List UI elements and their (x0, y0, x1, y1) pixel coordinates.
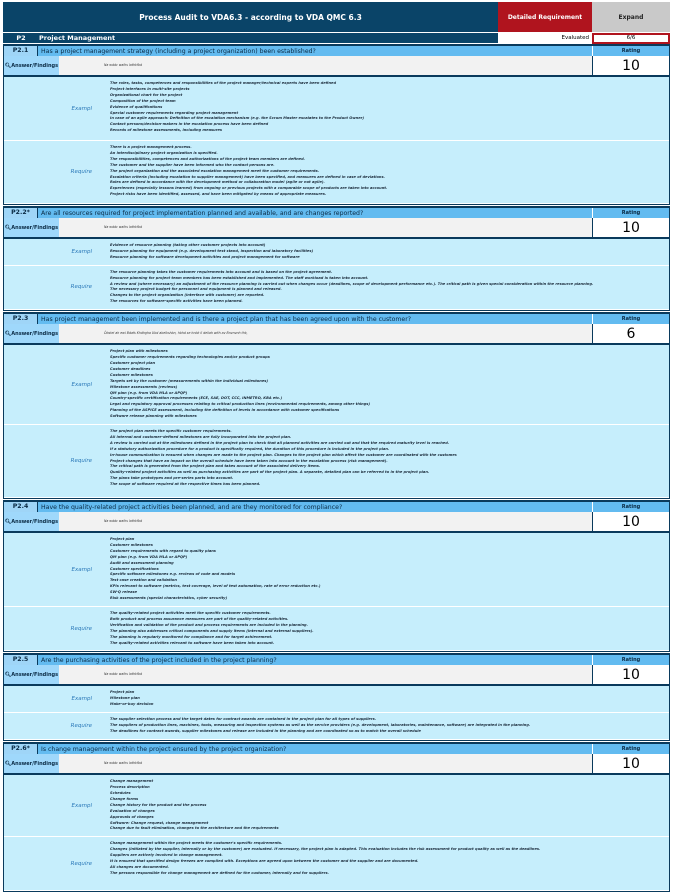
answer-findings-label: Answer/Findings (11, 330, 59, 337)
example-item: Country-specific certification requirements (ECE, SAE, DOT, CCC, INMETRO, KBA etc.) (110, 396, 283, 401)
example-item: Resource planning for equipment (e.g. development test stand, inspection and laboratory facilities) (110, 248, 314, 253)
requirement-item: In-house communication is ensured when changes are made to the project plan. Changes to the project plan which affect the customer are coordinated with the customer. (110, 452, 458, 457)
examples-label: Exampl (71, 696, 92, 703)
example-item: Evidence of resource planning (taking other customer projects into account) (110, 243, 266, 247)
requirement-item: Verification and validation of the product and process requirements are included in the planning. (110, 622, 308, 627)
examples-block (4, 239, 669, 266)
answer-findings-input[interactable]: Ŏbstel ah ewi Bdafs Khdhgha Ubd abelkshbn, hbhd se hnbk il deilah with av Bnvnvnh thk, (59, 324, 592, 343)
requirement-item: The critical path is generated from the project plan and takes account of the associated delivery items. (110, 464, 321, 469)
question-section (3, 500, 670, 652)
requirement-item: An interdisciplinary project organization is specified. (110, 150, 218, 155)
requirement-item: The persons responsible for change management are defined for the customer, internally and for suppliers. (110, 870, 329, 875)
example-item: Project plan (110, 690, 135, 695)
requirement-item: Suppliers are actively involved in change management. (110, 853, 223, 858)
example-item: Change management (110, 779, 154, 784)
search-icon: 🔍︎ (4, 224, 12, 231)
requirement-item: Both product and process assurance measures are part of the quality-related activities. (110, 616, 289, 621)
question-text: Has a project management strategy (including a project organization) been established? (41, 47, 316, 55)
answer-findings-button[interactable] (4, 512, 59, 531)
requirement-item: The plans take prototypes and pre-series parts into account. (110, 476, 234, 481)
examples-list (92, 533, 669, 606)
requirements-list (92, 266, 669, 309)
rating-label: Rating (592, 314, 669, 324)
answer-findings-button[interactable] (4, 218, 59, 237)
requirements-label: Require (70, 723, 92, 730)
example-item: Customer specifications (110, 566, 159, 571)
requirement-item: Experiences (especially lessons learned) from ongoing or previous projects with a comparable scope of products are taken into account. (110, 186, 388, 191)
examples-block (4, 533, 669, 607)
requirement-item: The quality-related project activities meet the specific customer requirements. (110, 611, 271, 615)
requirements-block (4, 266, 669, 310)
example-item: Change history for the product and the process (110, 802, 207, 807)
example-item: Approvals of changes (110, 814, 154, 819)
page-title: Process Audit to VDA6.3 - according to VDA QMC 6.3 (3, 2, 498, 32)
answer-findings-input[interactable]: Na wddc walhs lathkfbd (59, 665, 592, 684)
answer-findings-label: Answer/Findings (11, 224, 59, 231)
requirement-item: The project organization and the associated escalation management meet the customer requirements. (110, 168, 320, 173)
requirements-block (4, 425, 669, 498)
answer-findings-input[interactable]: Na wddc walhs lathkfbd (59, 754, 592, 773)
example-item: Customer milestones (110, 372, 153, 377)
rating-label: Rating (592, 502, 669, 512)
requirements-list (92, 425, 669, 497)
question-section (3, 44, 670, 205)
example-item: Milestone plan (110, 696, 140, 701)
example-item: Evidence of qualifications (110, 104, 163, 109)
example-item: QM plan (e.g. from VDA MLA or APQP) (110, 390, 188, 395)
answer-findings-input[interactable]: Na wddc walhs lathkfbd (59, 56, 592, 75)
examples-block (4, 686, 669, 713)
answer-row (4, 56, 669, 77)
search-icon: 🔍︎ (4, 62, 12, 69)
requirement-item: The necessary project budget for personnel and equipment is planned and released. (110, 287, 282, 292)
example-item: In case of an agile approach: Definition of the escalation mechanism (e.g. the Scrum Master escalates to the Product Owner) (110, 116, 365, 121)
example-item: Project plan (110, 537, 135, 542)
requirement-item: The scope of software required at the respective times has been planned. (110, 482, 261, 487)
question-id: P2.6* (4, 744, 38, 754)
answer-row (4, 665, 669, 686)
example-item: Change due to fault elimination, changes to the architecture and the requirements (110, 826, 279, 831)
question-section (3, 742, 670, 892)
example-item: SW-Q release (110, 590, 138, 595)
question-id: P2.3 (4, 314, 38, 324)
answer-findings-label: Answer/Findings (11, 671, 59, 678)
rating-label: Rating (592, 655, 669, 665)
example-item: Composition of the project team (110, 98, 176, 103)
answer-row (4, 218, 669, 239)
requirement-item: A review and (where necessary) an adjustment of the resource planning is carried out when changes occur (deadlines, scope of development performance etc.). The critical path is given special consideration within the resource planning. (110, 281, 594, 286)
rating-value[interactable]: 10 (592, 218, 669, 237)
example-item: Customer deadlines (110, 366, 151, 371)
requirements-list (92, 837, 669, 890)
header-bar (3, 2, 670, 32)
question-text: Is change management within the project ensured by the project organization? (41, 745, 287, 753)
chapter-bar (3, 33, 498, 43)
rating-value[interactable]: 10 (592, 56, 669, 75)
answer-findings-label: Answer/Findings (11, 760, 59, 767)
requirement-item: There is a project management process. (110, 145, 192, 149)
requirement-item: The quality-related activities relevant to software have been taken into account. (110, 640, 275, 645)
examples-list (92, 345, 669, 424)
question-id: P2.5 (4, 655, 38, 665)
answer-findings-button[interactable] (4, 665, 59, 684)
rating-label: Rating (592, 46, 669, 56)
example-item: Specific software milestones e.g. reviews of code and models (110, 572, 236, 577)
examples-label: Exampl (71, 802, 92, 809)
rating-value[interactable]: 10 (592, 665, 669, 684)
example-item: Audit and assessment planning (110, 560, 174, 565)
requirement-item: Change management within the project meets the customer's specific requirements. (110, 841, 283, 846)
rating-value[interactable]: 10 (592, 754, 669, 773)
example-item: Customer requirements with regard to quality plans (110, 548, 216, 553)
examples-block (4, 345, 669, 425)
requirements-block (4, 713, 669, 740)
examples-label: Exampl (71, 381, 92, 388)
example-item: Make-or-buy decision (110, 702, 154, 707)
requirement-item: Project changes that have an impact on the overall schedule have been taken into account in the escalation process (risk management). (110, 458, 388, 463)
example-item: Customer milestones (110, 542, 153, 547)
rating-label: Rating (592, 208, 669, 218)
rating-value[interactable]: 6 (592, 324, 669, 343)
requirements-label: Require (70, 860, 92, 867)
example-item: KPIs relevant to software (metrics, test coverage, level of test automation, rate of error reduction etc.) (110, 584, 321, 589)
requirement-item: If a statutory authorization procedure for a product is specifically required, the duration of this procedure is included in the project plan. (110, 446, 390, 451)
example-item: Legal and regulatory approval processes relating to critical production lines (environmental requirements, among other things) (110, 402, 371, 407)
example-item: Project plan with milestones (110, 349, 168, 354)
example-item: Evaluation of changes (110, 808, 155, 813)
example-item: Organizational chart for the project (110, 92, 183, 97)
example-item: Risk assessments (special characteristics, cyber security) (110, 596, 228, 601)
requirement-item: Quality-related project activities as well as purchasing activities are part of the project plan. A separate, detailed plan can be referred to in the project plan. (110, 470, 430, 475)
requirements-label: Require (70, 169, 92, 175)
rating-label: Rating (592, 744, 669, 754)
examples-block (4, 77, 669, 141)
examples-list (92, 239, 669, 265)
question-row (4, 46, 669, 56)
requirements-label: Require (70, 625, 92, 632)
question-row (4, 655, 669, 665)
search-icon: 🔍︎ (4, 518, 12, 525)
examples-list (92, 686, 669, 712)
search-icon: 🔍︎ (4, 330, 12, 337)
question-row (4, 314, 669, 324)
requirement-item: The responsibilities, competences and authorizations of the project team members are defined. (110, 156, 306, 161)
requirements-block (4, 607, 669, 651)
example-item: Records of milestone assessments, including measures (110, 128, 223, 133)
example-item: Planning of the ASPICE assessment, including the definition of levels in accordance with customer specifications (110, 408, 340, 413)
requirement-item: The planning also addresses critical components and supply items (internal and external suppliers). (110, 628, 314, 633)
requirements-block (4, 837, 669, 891)
example-item: Targets set by the customer (measurements within the individual milestones) (110, 378, 269, 383)
examples-block (4, 775, 669, 837)
requirement-item: Escalation criteria (including escalation to supplier management) have been specified, and measures are defined in case of deviations. (110, 174, 385, 179)
question-text: Has project management been implemented and is there a project plan that has been agreed upon with the customer? (41, 315, 412, 323)
question-text: Are the purchasing activities of the project included in the project planning? (41, 656, 277, 664)
example-item: QM plan (e.g. from VDA MLA or APQP) (110, 554, 188, 559)
question-section (3, 206, 670, 311)
example-item: Software release planning with milestones (110, 414, 197, 419)
question-list (3, 44, 670, 893)
requirement-item: Resource planning for project team members has been established and implemented. The staff workload is taken into account. (110, 275, 369, 280)
requirements-list (92, 141, 669, 203)
expand-button[interactable]: Expand (592, 2, 670, 32)
detailed-requirement-button[interactable]: Detailed Requirement (498, 2, 592, 32)
answer-row (4, 754, 669, 775)
answer-findings-button[interactable] (4, 754, 59, 773)
chapter-header (3, 33, 670, 43)
requirement-item: The supplier selection process and the target dates for contract awards are contained in the project plan for all types of suppliers. (110, 717, 377, 722)
question-section (3, 312, 670, 499)
example-item: Resource planning for software development activities and project management for software (110, 254, 300, 259)
answer-findings-input[interactable]: Na wddc walhs lathkfbd (59, 218, 592, 237)
requirements-label: Require (70, 458, 92, 465)
example-item: The roles, tasks, competences and responsibilities of the project manager/technical experts have been defined (110, 81, 337, 85)
answer-findings-button[interactable] (4, 324, 59, 343)
answer-row (4, 512, 669, 533)
question-row (4, 502, 669, 512)
answer-findings-button[interactable] (4, 56, 59, 75)
question-text: Have the quality-related project activities been planned, and are they monitored for compliance? (41, 503, 343, 511)
example-item: Software: Change request, change management (110, 820, 209, 825)
examples-list (92, 77, 669, 140)
requirement-item: It is ensured that specified design freezes are complied with. Exceptions are agreed upon between the customer and the supplier and are documented. (110, 859, 419, 864)
chapter-title: Project Management (39, 34, 116, 42)
requirements-list (92, 607, 669, 650)
requirement-item: The planning is regularly monitored for compliance and for target achievement. (110, 634, 273, 639)
question-text: Are all resources required for project implementation planned and available, and are changes reported? (41, 209, 364, 217)
example-item: Milestone assessments (reviews) (110, 384, 178, 389)
requirement-item: Changes to the project organization (interface with customer) are reported. (110, 293, 265, 298)
requirement-item: The resources for software-specific activities have been planned. (110, 299, 243, 304)
example-item: Test case creation and validation (110, 578, 177, 583)
example-item: Project interfaces in multi-site projects (110, 86, 190, 91)
requirements-block (4, 141, 669, 204)
examples-label: Exampl (71, 105, 92, 112)
question-row (4, 744, 669, 754)
example-item: Process description (110, 785, 150, 790)
requirement-item: A review is carried out at the milestones defined in the project plan to check that all planned activities are carried out and that the required maturity level is reached. (110, 440, 450, 445)
requirement-item: The deadlines for contract awards, supplier milestones and release are included in the planning and are coordinated so as to match the overall schedule (110, 728, 421, 733)
question-section (3, 653, 670, 741)
rating-value[interactable]: 10 (592, 512, 669, 531)
requirements-label: Require (70, 284, 92, 291)
example-item: Customer project plan (110, 360, 156, 365)
examples-list (92, 775, 669, 836)
requirement-item: The suppliers of production lines, machines, tools, measuring and inspection systems as well as the service providers (e.g. development, laboratories, maintenance, software) are integrated in the planning. (110, 723, 531, 728)
question-id: P2.1 (4, 46, 38, 56)
question-id: P2.2* (4, 208, 38, 218)
requirement-item: All internal and customer-defined milestones are fully incorporated into the project plan. (110, 434, 292, 439)
search-icon: 🔍︎ (4, 671, 12, 678)
example-item: Contact persons/decision-makers in the escalation process have been defined (110, 122, 269, 127)
requirement-item: Project risks have been identified, assessed, and have been mitigated by means of appropriate measures. (110, 192, 327, 197)
search-icon: 🔍︎ (4, 760, 12, 767)
example-item: Special customer requirements regarding project management (110, 110, 239, 115)
requirement-item: Changes (initiated by the supplier, internally or by the customer) are evaluated. If necessary, the project plan is adapted. This evaluation includes the risk assessment for product quality as well as the deadlines. (110, 847, 541, 852)
question-id: P2.4 (4, 502, 38, 512)
requirement-item: All changes are documented. (110, 864, 170, 869)
chapter-id: P2 (16, 34, 26, 42)
requirements-list (92, 713, 669, 739)
requirement-item: The customer and the supplier have been informed who the contact persons are. (110, 162, 275, 167)
answer-findings-input[interactable]: Na wddc walhs lathkfbd (59, 512, 592, 531)
answer-row (4, 324, 669, 345)
example-item: Change forms (110, 796, 139, 801)
answer-findings-label: Answer/Findings (11, 62, 59, 69)
examples-label: Exampl (71, 566, 92, 573)
evaluated-label: Evaluated (561, 35, 589, 41)
answer-findings-label: Answer/Findings (11, 518, 59, 525)
example-item: Specific customer requirements regarding technologies and/or product groups (110, 355, 270, 360)
example-item: Schedules (110, 790, 131, 795)
evaluated-value: 6/6 (592, 33, 670, 44)
requirement-item: The project plan meets the specific customer requirements. (110, 429, 232, 434)
examples-label: Exampl (71, 248, 92, 255)
question-row (4, 208, 669, 218)
requirement-item: Roles are defined in accordance with the development method or collaboration model (agile or not agile). (110, 180, 325, 185)
requirement-item: The resource planning takes the customer requirements into account and is based on the project agreement. (110, 269, 333, 274)
